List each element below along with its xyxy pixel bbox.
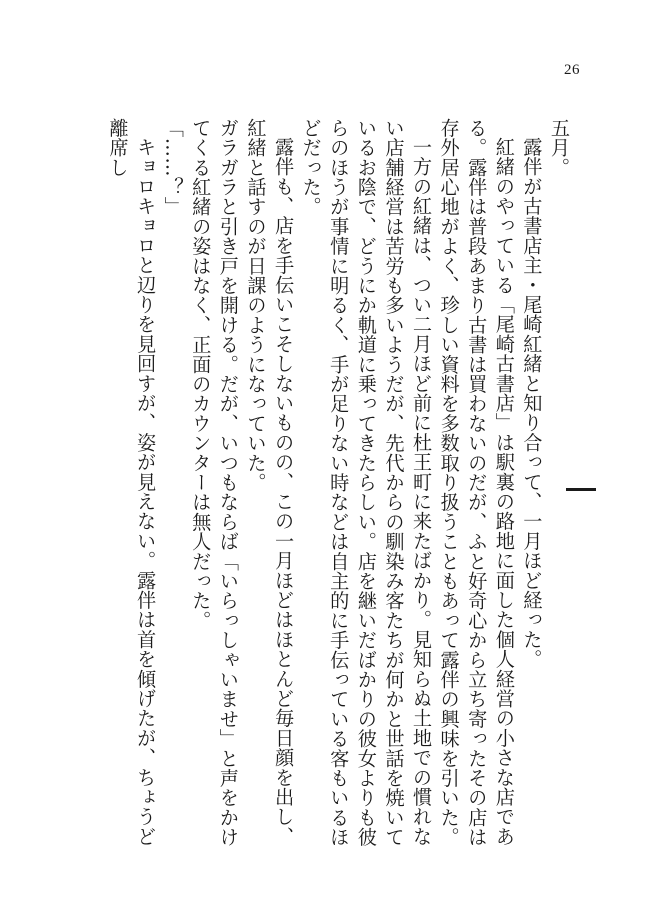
page-number: 26 [564,62,580,78]
novel-body-text [33,118,573,858]
paragraph: 露伴も、店を手伝いこそしないものの、この一月ほどはほとんど毎日顔を出し、紅緒と話すのが日課のようになっていた。 [244,118,296,847]
paragraph: 五月。 [548,118,571,178]
paragraph: ガラガラと引き戸を開ける。だが、いつもならば「いらっしゃいませ」と声をかけてくる紅緒の姿はなく、正面のカウンターは無人だった。 [189,118,240,847]
paragraph: 紅緒のやっている「尾崎古書店」は駅裏の路地に面した個人経営の小さな店である。露伴は普段あまり古書は買わないのだが、ふと好奇心から立ち寄ったその店は存外居心地がよく、珍しい資料を多数取り扱うこともあって露伴の興味を引いた。 [437,118,516,847]
paragraph: 一方の紅緒は、つい二月ほど前に杜王町に来たばかり。見知らぬ土地での慣れない店舗経営は苦労も多いようだが、先代からの馴染み客たちが何かと世話を焼いているお陰で、どうにか軌道に乗ってきたらしい。店を継いだばかりの彼女よりも彼らのほうが事情に明るく、手が足りない時などは自主的に手伝っている客もいるほどだった。 [299,118,434,847]
paragraph: キョロキョロと辺りを見回すが、姿が見えない。露伴は首を傾げたが、ちょうど離席し [106,118,158,847]
dialogue-line: 「……？」 [161,118,185,217]
paragraph: 露伴が古書店主・尾崎紅緒と知り合って、一月ほど経った。 [520,137,544,670]
